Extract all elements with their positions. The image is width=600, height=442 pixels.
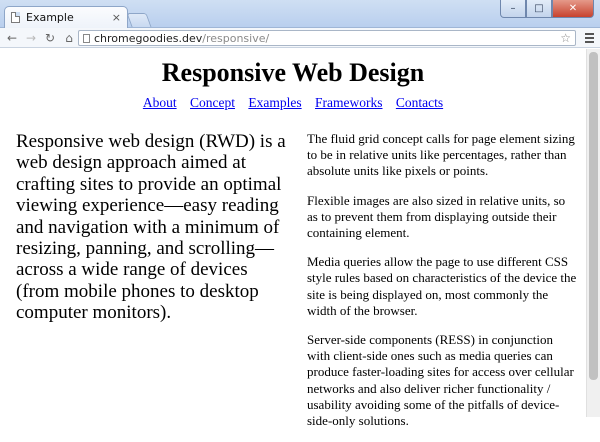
address-bar[interactable] [78, 30, 576, 46]
url-host: chromegoodies.dev [94, 31, 203, 45]
url-path: /responsive/ [202, 31, 270, 45]
nav-link-contacts[interactable]: Contacts [395, 95, 444, 110]
window-controls [500, 0, 594, 18]
tab-title: Example [26, 11, 74, 24]
tab-example[interactable] [4, 6, 128, 28]
bookmark-star-icon[interactable]: ☆ [560, 31, 571, 45]
nav-link-frameworks[interactable]: Frameworks [315, 95, 383, 110]
lead-paragraph: Responsive web design (RWD) is a web design approach aimed at crafting sites to provide an optimal viewing experience—easy reading and navigation with a minimum of resizing, panning, and scrolling—across a wide range of devices (from mobile phones to desktop computer monitors). [16, 131, 286, 324]
minimize-button[interactable]: – [500, 0, 526, 18]
forward-icon[interactable]: → [25, 30, 37, 45]
page-icon [11, 12, 20, 23]
scrollbar[interactable] [586, 49, 600, 417]
scrollbar-thumb[interactable] [589, 52, 598, 380]
title-bar [0, 0, 600, 28]
maximize-button[interactable]: □ [526, 0, 552, 18]
browser-toolbar [0, 28, 600, 48]
url-text[interactable] [94, 32, 560, 45]
paragraph-media-queries: Media queries allow the page to use different CSS style rules based on characteristics of the device the site is being displayed on, most commonly the width of the browser. [307, 254, 577, 318]
reload-icon[interactable]: ↻ [44, 30, 56, 45]
nav-link-concept[interactable]: Concept [190, 95, 235, 110]
page-title: Responsive Web Design [161, 58, 425, 87]
home-icon[interactable]: ⌂ [65, 30, 73, 45]
page-content [0, 49, 586, 429]
page-icon [83, 34, 90, 43]
back-icon[interactable]: ← [6, 30, 18, 45]
new-tab-button[interactable] [126, 13, 151, 27]
nav-link-examples[interactable]: Examples [248, 95, 302, 110]
page-nav [0, 95, 586, 111]
side-column [307, 131, 577, 442]
menu-icon[interactable] [582, 30, 596, 46]
nav-link-about[interactable]: About [142, 95, 177, 110]
close-window-button[interactable]: ✕ [552, 0, 594, 18]
paragraph-fluid-grid: The fluid grid concept calls for page element sizing to be in relative units like percentages, rather than absolute units like pixels or points. [307, 131, 575, 179]
paragraph-server-side: Server-side components (RESS) in conjunction with client-side ones such as media queries can produce faster-loading sites for access over cellular networks and also deliver richer functionality / usability avoiding some of the pitfalls of device-side-only solutions. [307, 332, 574, 429]
close-tab-icon[interactable]: × [111, 11, 121, 24]
paragraph-flexible-images: Flexible images are also sized in relative units, so as to prevent them from displaying outside their containing element. [307, 192, 566, 241]
